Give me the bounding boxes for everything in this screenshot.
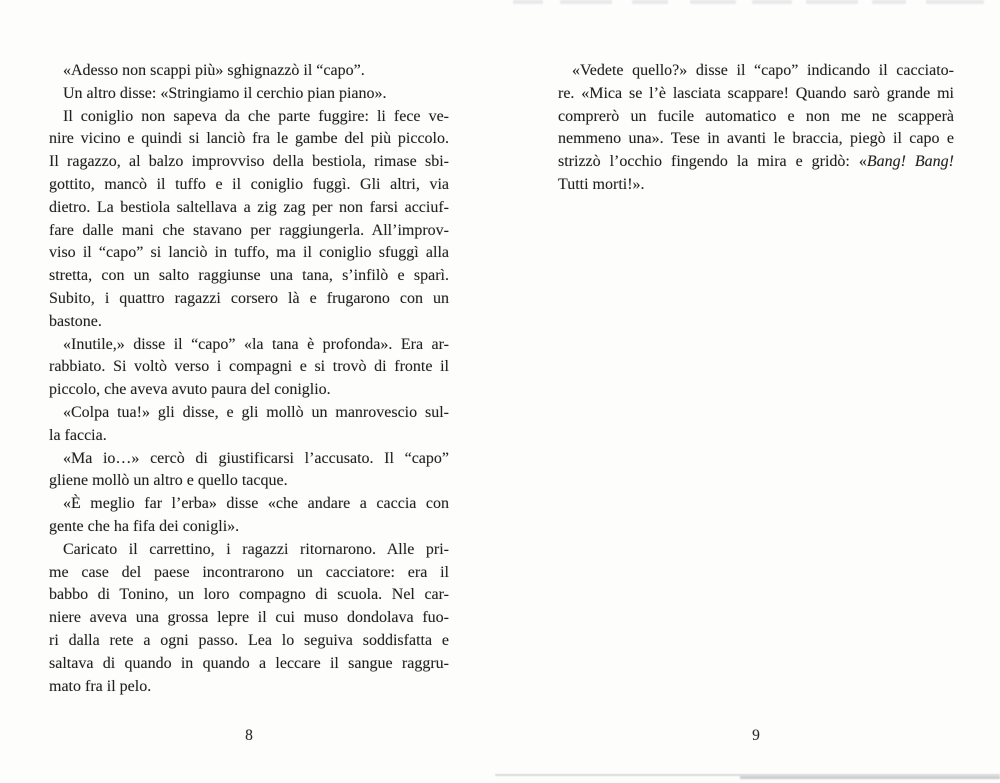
- text-segment: piccolo, che aveva avuto paura del coniglio.: [49, 381, 331, 399]
- text-line: [49, 653, 449, 676]
- text-segment: Tutti morti!».: [558, 175, 645, 193]
- text-segment: Un altro disse: «Stringiamo il cerchio pian piano».: [63, 84, 387, 102]
- text-segment: «Vedete quello?» disse il “capo” indicando il cacciato-: [572, 62, 954, 79]
- text-segment: nemmeno una». Tese in avanti le braccia, piegò il capo e: [558, 130, 954, 148]
- text-line: [558, 60, 954, 83]
- text-segment: re. «Mica se l’è lasciata scappare! Quando sarò grande mi: [558, 84, 954, 102]
- text-segment: fare dalle mani che stavano per raggiungerla. All’improv-: [49, 221, 449, 239]
- text-line: [49, 448, 449, 471]
- text-segment: comprerò un fucile automatico e non me ne scapperà: [558, 107, 954, 125]
- text-line: [558, 83, 954, 106]
- text-line: [558, 174, 954, 197]
- text-segment: «Colpa tua!» gli disse, e gli mollò un manrovescio sul-: [63, 403, 449, 421]
- text-line: [49, 516, 449, 539]
- text-segment: Il ragazzo, al balzo improvviso della bestiola, rimase sbi-: [49, 153, 449, 171]
- text-line: [49, 630, 449, 653]
- scan-smudge: [513, 0, 543, 4]
- text-line: [49, 379, 449, 402]
- text-segment: gottito, mancò il tuffo e il coniglio fuggì. Gli altri, via: [49, 175, 449, 193]
- text-segment: «È meglio far l’erba» disse «che andare a caccia con: [63, 495, 449, 513]
- text-segment: bastone.: [49, 312, 102, 330]
- text-line: [49, 83, 449, 106]
- text-line: [49, 470, 449, 493]
- text-line: [49, 356, 449, 379]
- text-segment: Il coniglio non sapeva da che parte fuggire: li fece ve-: [63, 107, 449, 125]
- text-segment: gente che ha fifa dei conigli».: [49, 517, 240, 535]
- text-segment: mato fra il pelo.: [49, 677, 152, 695]
- text-line: [49, 242, 449, 265]
- text-line: [49, 311, 449, 334]
- text-segment: «Ma io…» cercò di giustificarsi l’accusato. Il “capo”: [63, 449, 449, 467]
- text-line: [49, 493, 449, 516]
- text-segment: strizzò l’occhio fingendo la mira e gridò: «: [558, 153, 867, 171]
- text-line: [49, 151, 449, 174]
- italic-text-segment: Bang! Bang!: [866, 153, 955, 171]
- text-line: [49, 288, 449, 311]
- text-segment: «Adesso non scappi più» sghignazzò il “capo”.: [63, 62, 365, 79]
- text-line: [49, 425, 449, 448]
- text-line: [558, 151, 954, 174]
- text-line: [49, 197, 449, 220]
- page-number: 9: [752, 727, 760, 744]
- text-segment: me case del paese incontrarono un cacciatore: era il: [49, 563, 449, 581]
- text-segment: babbo di Tonino, un loro compagno di scuola. Nel car-: [49, 586, 449, 604]
- text-column: [558, 60, 954, 197]
- text-segment: gliene mollò un altro e quello tacque.: [49, 472, 288, 490]
- text-line: [49, 562, 449, 585]
- text-line: [49, 220, 449, 243]
- text-line: [49, 106, 449, 129]
- text-segment: niere aveva una grossa lepre il cui muso dondolava fuo-: [49, 609, 449, 627]
- page-left: [49, 0, 449, 783]
- text-segment: Subito, i quattro ragazzi corsero là e frugarono con un: [49, 289, 449, 307]
- text-line: [49, 607, 449, 630]
- text-segment: saltava di quando in quando a leccare il sangue raggru-: [49, 654, 449, 672]
- page-right: [558, 0, 954, 783]
- text-segment: Caricato il carrettino, i ragazzi ritornarono. Alle pri-: [63, 540, 449, 558]
- text-column: [49, 60, 449, 698]
- text-segment: la faccia.: [49, 426, 107, 444]
- page-number: 8: [245, 727, 253, 744]
- text-line: [49, 584, 449, 607]
- text-line: [49, 60, 449, 83]
- text-line: [558, 128, 954, 151]
- text-line: [558, 106, 954, 129]
- text-segment: stretta, con un salto raggiunse una tana, s’infilò e sparì.: [49, 267, 449, 285]
- scan-artifact-bottom-band: [740, 776, 1000, 779]
- text-line: [49, 265, 449, 288]
- text-segment: nire vicino e quindi si lanciò fra le gambe del più piccolo.: [49, 130, 449, 148]
- text-segment: «Inutile,» disse il “capo” «la tana è profonda». Era ar-: [63, 335, 449, 353]
- text-line: [49, 128, 449, 151]
- text-line: [49, 539, 449, 562]
- text-line: [49, 174, 449, 197]
- text-segment: ri dalla rete a ogni passo. Lea lo seguiva soddisfatta e: [49, 631, 449, 649]
- text-segment: rabbiato. Si voltò verso i compagni e si trovò di fronte il: [49, 358, 449, 376]
- text-segment: dietro. La bestiola saltellava a zig zag per non farsi acciuf-: [49, 198, 449, 216]
- text-line: [49, 676, 449, 699]
- text-segment: viso il “capo” si lanciò in tuffo, ma il coniglio sfuggì alla: [49, 244, 449, 262]
- text-line: [49, 402, 449, 425]
- text-line: [49, 334, 449, 357]
